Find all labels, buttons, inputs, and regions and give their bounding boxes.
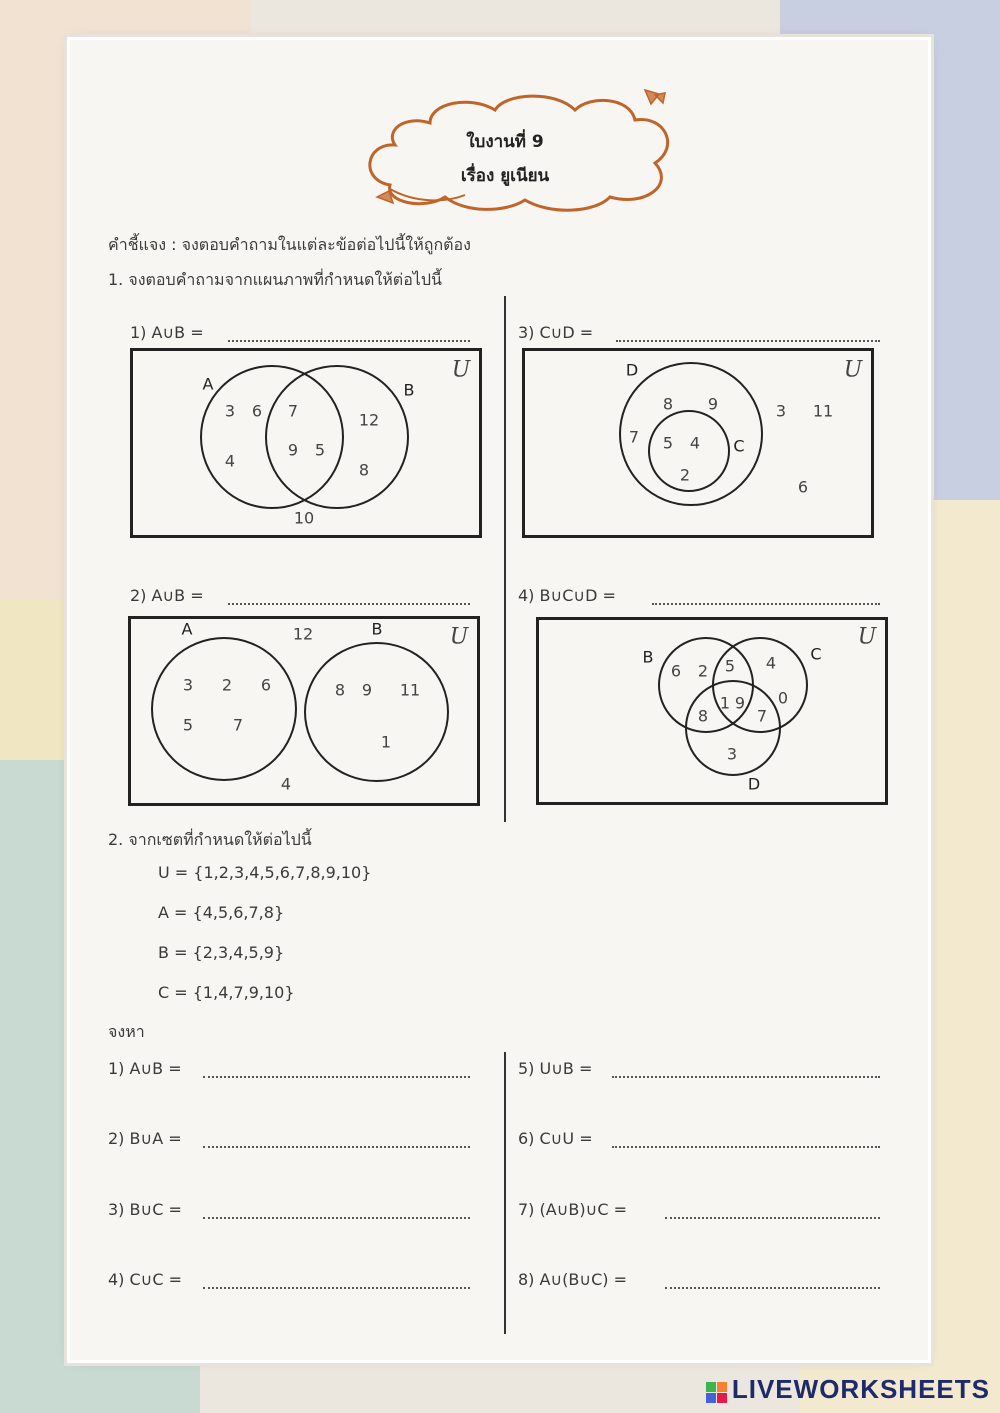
q2-element: 2 bbox=[221, 675, 233, 695]
q3-label-c: C bbox=[733, 436, 745, 456]
s2-answer-line-3[interactable] bbox=[203, 1217, 470, 1219]
q3-element: 6 bbox=[797, 477, 809, 497]
q3-prompt: 3) C∪D = bbox=[518, 323, 594, 342]
q1-prompt: 1) A∪B = bbox=[130, 323, 204, 342]
q4-element: 7 bbox=[756, 706, 768, 726]
s2-answer-line-6[interactable] bbox=[612, 1146, 880, 1148]
section1-heading: 1. จงตอบคำถามจากแผนภาพที่กำหนดให้ต่อไปนี้ bbox=[108, 270, 442, 289]
set-definition: C = {1,4,7,9,10} bbox=[158, 983, 295, 1002]
q4-element: 0 bbox=[777, 688, 789, 708]
q2-element: 11 bbox=[399, 680, 421, 700]
q1-answer-line[interactable] bbox=[228, 340, 470, 342]
section2-divider bbox=[504, 1052, 506, 1334]
s2-question-8: 8) A∪(B∪C) = bbox=[518, 1270, 627, 1289]
q1-element: 7 bbox=[287, 401, 299, 421]
q3-element: 7 bbox=[628, 427, 640, 447]
q4-element: 3 bbox=[726, 744, 738, 764]
set-definition: B = {2,3,4,5,9} bbox=[158, 943, 285, 962]
q3-element: 8 bbox=[662, 394, 674, 414]
q2-prompt: 2) A∪B = bbox=[130, 586, 204, 605]
q4-label-c: C bbox=[810, 644, 822, 664]
q3-element: 2 bbox=[679, 465, 691, 485]
s2-answer-line-8[interactable] bbox=[665, 1287, 880, 1289]
liveworksheets-logo-icon bbox=[706, 1382, 728, 1404]
section1-divider bbox=[504, 296, 506, 822]
q3-element: 9 bbox=[707, 394, 719, 414]
q4-element: 5 bbox=[724, 656, 736, 676]
q1-label-b: B bbox=[403, 380, 415, 400]
q3-element: 4 bbox=[689, 433, 701, 453]
set-definition: U = {1,2,3,4,5,6,7,8,9,10} bbox=[158, 863, 372, 882]
q3-element: 11 bbox=[812, 401, 834, 421]
q3-universe-label: U bbox=[843, 357, 863, 383]
q2-label-a: A bbox=[181, 619, 193, 639]
s2-question-3: 3) B∪C = bbox=[108, 1200, 182, 1219]
q1-element: 6 bbox=[251, 401, 263, 421]
q3-element: 5 bbox=[662, 433, 674, 453]
s2-answer-line-2[interactable] bbox=[203, 1146, 470, 1148]
q1-element: 8 bbox=[358, 460, 370, 480]
s2-question-7: 7) (A∪B)∪C = bbox=[518, 1200, 627, 1219]
q2-circle-a bbox=[151, 637, 297, 781]
q2-element: 4 bbox=[280, 774, 292, 794]
s2-answer-line-1[interactable] bbox=[203, 1076, 470, 1078]
s2-question-4: 4) C∪C = bbox=[108, 1270, 183, 1289]
q3-element: 3 bbox=[775, 401, 787, 421]
q2-circle-b bbox=[304, 642, 449, 782]
q2-element: 12 bbox=[292, 624, 314, 644]
q1-element: 4 bbox=[224, 451, 236, 471]
s2-question-1: 1) A∪B = bbox=[108, 1059, 182, 1078]
q1-element: 12 bbox=[358, 410, 380, 430]
q1-element: 10 bbox=[293, 508, 315, 528]
q2-universe-label: U bbox=[449, 624, 469, 650]
q1-element: 5 bbox=[314, 440, 326, 460]
q1-universe-label: U bbox=[451, 357, 471, 383]
q1-element: 3 bbox=[224, 401, 236, 421]
q4-element: 2 bbox=[697, 661, 709, 681]
q4-element: 8 bbox=[697, 706, 709, 726]
section2-heading: 2. จากเซตที่กำหนดให้ต่อไปนี้ bbox=[108, 830, 312, 849]
q4-element: 4 bbox=[765, 653, 777, 673]
q2-element: 6 bbox=[260, 675, 272, 695]
q4-label-d: D bbox=[747, 774, 761, 794]
q1-label-a: A bbox=[202, 374, 214, 394]
q4-universe-label: U bbox=[857, 624, 877, 650]
worksheet-number: ใบงานที่ 9 bbox=[466, 132, 544, 152]
liveworksheets-brand[interactable]: LIVEWORKSHEETS bbox=[731, 1374, 990, 1404]
instructions: คำชี้แจง : จงตอบคำถามในแต่ละข้อต่อไปนี้ให้ถูกต้อง bbox=[108, 235, 471, 254]
s2-question-2: 2) B∪A = bbox=[108, 1129, 182, 1148]
q1-circle-b bbox=[265, 365, 409, 509]
q2-element: 8 bbox=[334, 680, 346, 700]
q2-answer-line[interactable] bbox=[228, 603, 470, 605]
s2-question-6: 6) C∪U = bbox=[518, 1129, 593, 1148]
q4-label-b: B bbox=[642, 647, 654, 667]
q1-element: 9 bbox=[287, 440, 299, 460]
q2-element: 7 bbox=[232, 715, 244, 735]
q2-element: 9 bbox=[361, 680, 373, 700]
q4-element: 1 bbox=[719, 693, 731, 713]
q4-prompt: 4) B∪C∪D = bbox=[518, 586, 616, 605]
q2-element: 5 bbox=[182, 715, 194, 735]
s2-question-5: 5) U∪B = bbox=[518, 1059, 593, 1078]
worksheet-topic: เรื่อง ยูเนียน bbox=[460, 166, 550, 186]
s2-answer-line-4[interactable] bbox=[203, 1287, 470, 1289]
s2-answer-line-5[interactable] bbox=[612, 1076, 880, 1078]
q4-answer-line[interactable] bbox=[652, 603, 880, 605]
q4-element: 6 bbox=[670, 661, 682, 681]
q3-answer-line[interactable] bbox=[616, 340, 880, 342]
set-definition: A = {4,5,6,7,8} bbox=[158, 903, 285, 922]
q4-element: 9 bbox=[734, 693, 746, 713]
q2-element: 1 bbox=[380, 732, 392, 752]
q3-label-d: D bbox=[625, 360, 639, 380]
find-label: จงหา bbox=[108, 1022, 145, 1041]
q2-label-b: B bbox=[371, 619, 383, 639]
s2-answer-line-7[interactable] bbox=[665, 1217, 880, 1219]
q2-element: 3 bbox=[182, 675, 194, 695]
